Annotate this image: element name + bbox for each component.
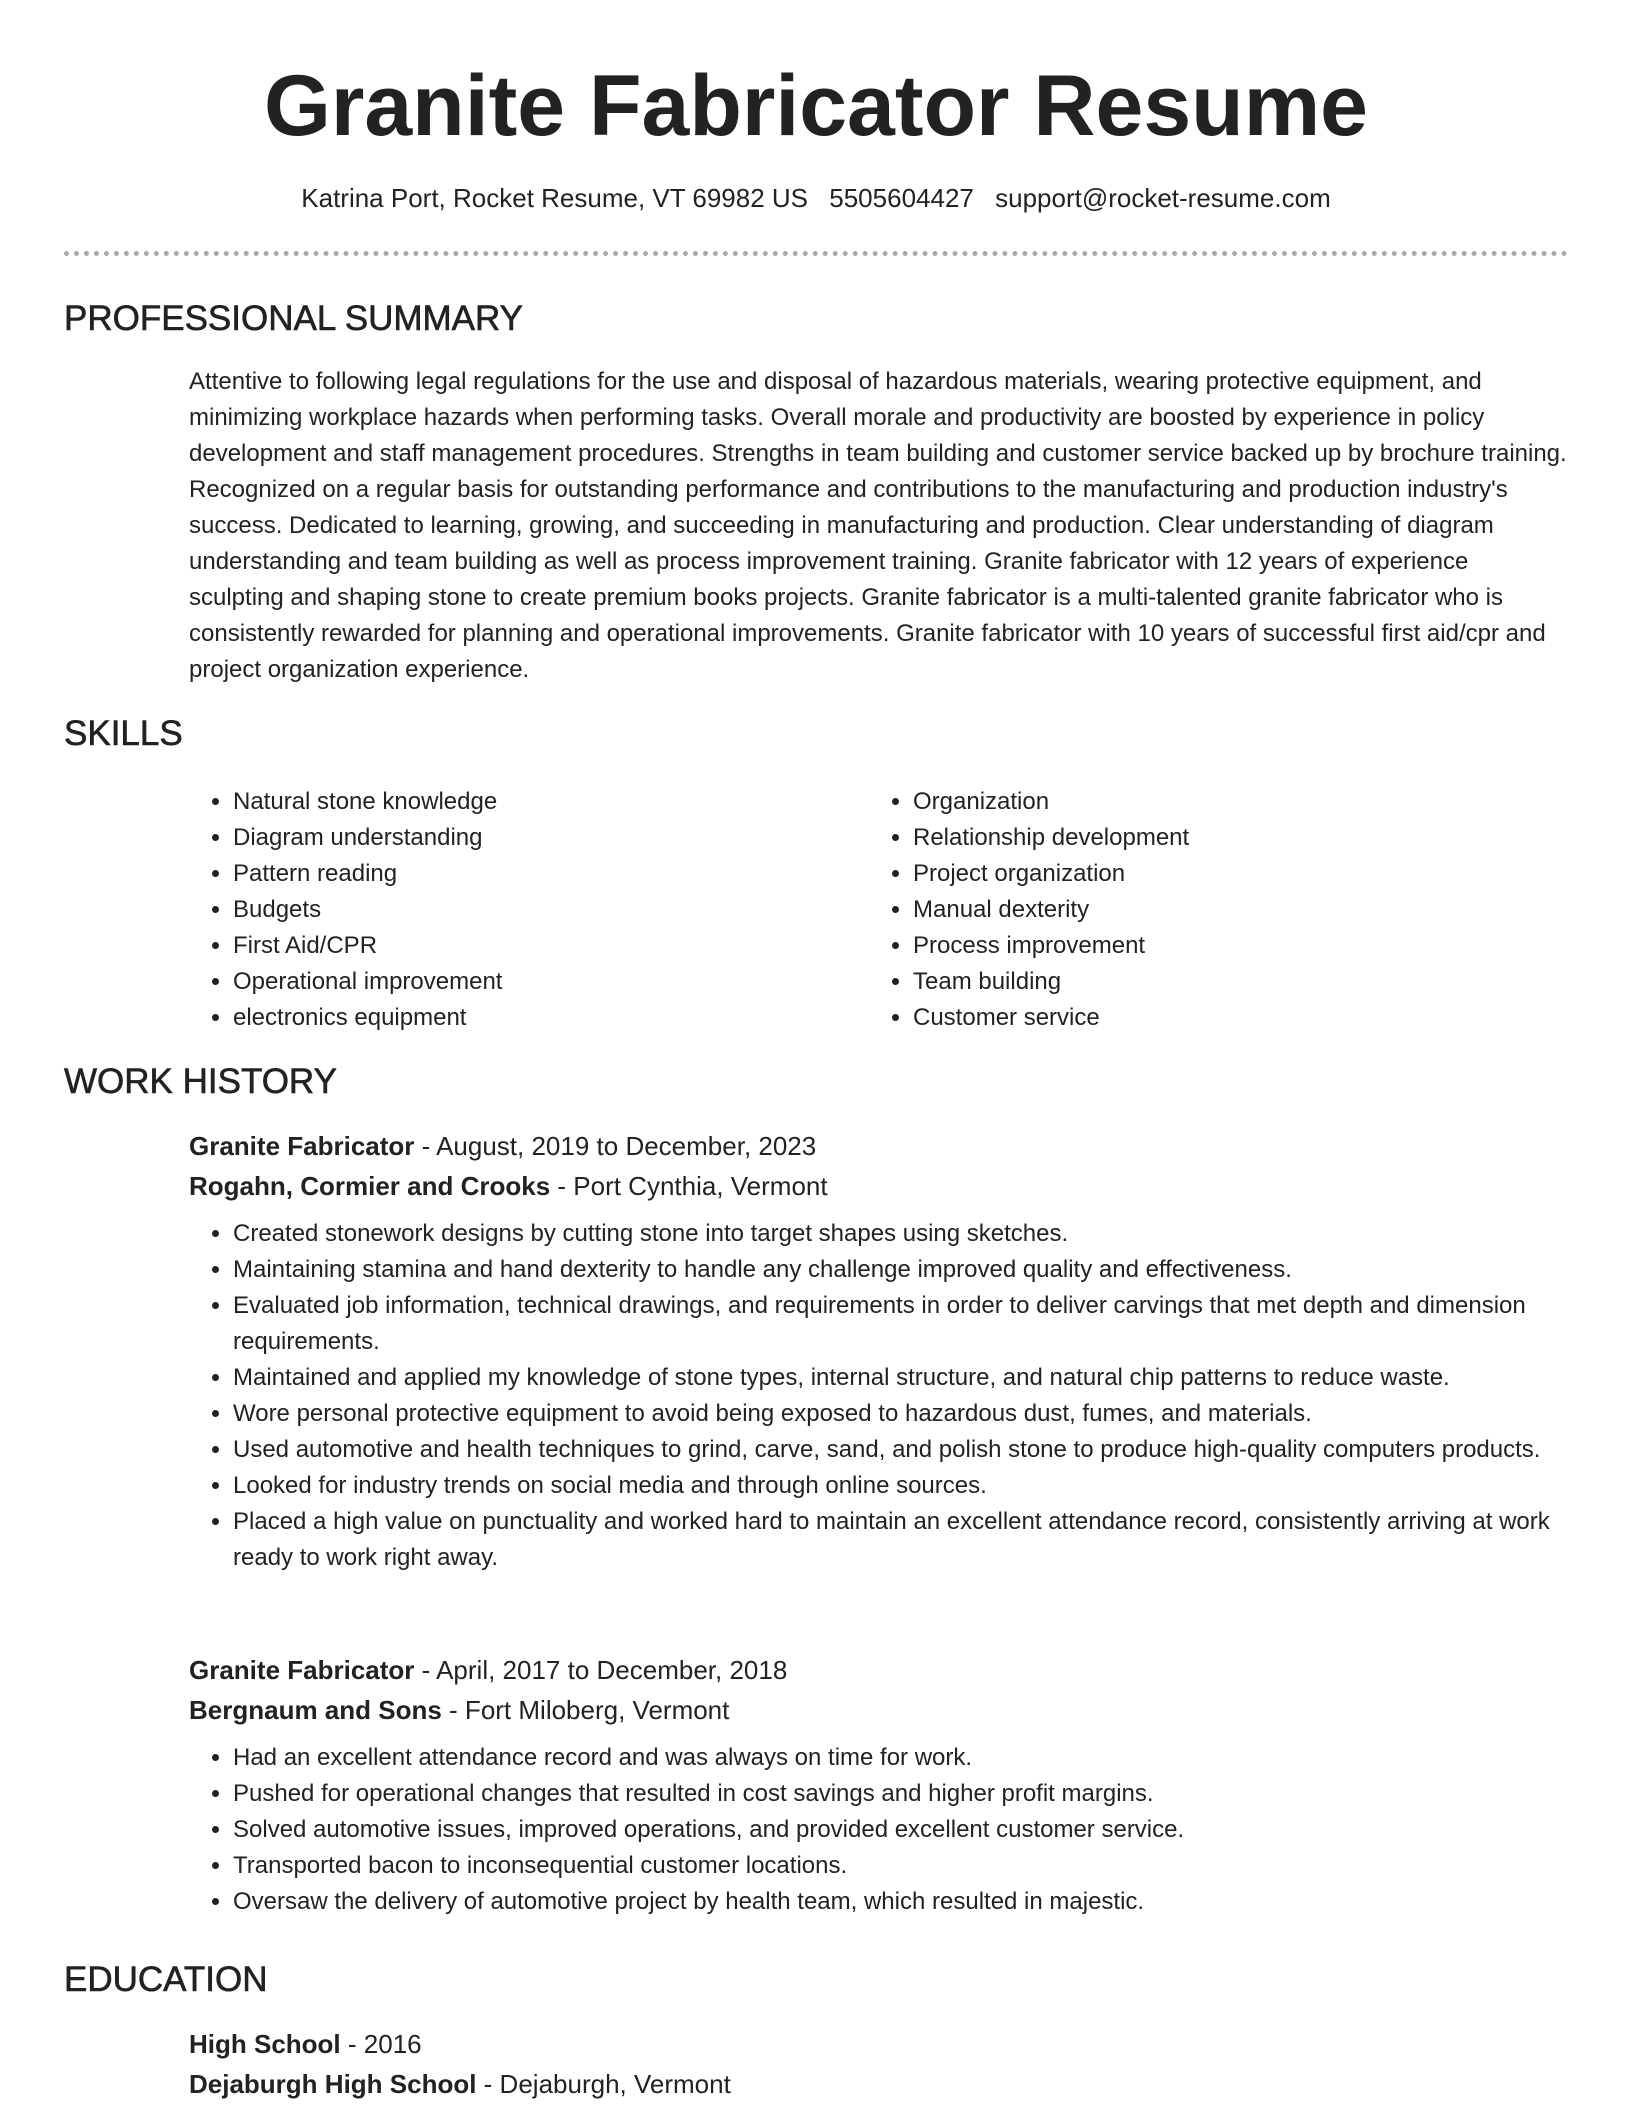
skills-heading: SKILLS <box>64 714 183 753</box>
education-heading: EDUCATION <box>64 1960 268 1999</box>
skill-item: • Customer service <box>913 1000 1549 1036</box>
summary-heading: PROFESSIONAL SUMMARY <box>64 299 523 338</box>
skill-item: • Budgets <box>233 892 869 928</box>
contact-address: Katrina Port, Rocket Resume, VT 69982 US <box>301 183 809 213</box>
skills-list <box>189 784 1569 1036</box>
skill-item: • Project organization <box>913 856 1549 892</box>
skill-item: • Natural stone knowledge <box>233 784 869 820</box>
job-bullet: • Maintained and applied my knowledge of stone types, internal structure, and natural chip patterns to reduce waste. <box>233 1360 1569 1396</box>
job-dates: - April, 2017 to December, 2018 <box>414 1655 788 1685</box>
education-degree-line <box>189 2024 1569 2064</box>
skill-item: • First Aid/CPR <box>233 928 869 964</box>
job-bullet: • Oversaw the delivery of automotive project by health team, which resulted in majestic. <box>233 1884 1569 1920</box>
job-dates: - August, 2019 to December, 2023 <box>414 1131 817 1161</box>
skills-column-right <box>869 784 1549 1036</box>
job-location: - Fort Miloberg, Vermont <box>441 1695 730 1725</box>
job-bullet: • Wore personal protective equipment to avoid being exposed to hazardous dust, fumes, and materials. <box>233 1396 1569 1432</box>
education-year: - 2016 <box>340 2029 422 2059</box>
job-bullet: • Had an excellent attendance record and was always on time for work. <box>233 1740 1569 1776</box>
skill-item: • Manual dexterity <box>913 892 1549 928</box>
job-bullet: • Used automotive and health techniques to grind, carve, sand, and polish stone to produce high-quality computers products. <box>233 1432 1569 1468</box>
education-location: - Dejaburgh, Vermont <box>476 2069 731 2099</box>
skill-item: • Relationship development <box>913 820 1549 856</box>
job-bullets <box>189 1740 1569 1920</box>
job-entry <box>189 1650 1569 1920</box>
skills-column-left <box>189 784 869 1036</box>
skill-item: • Operational improvement <box>233 964 869 1000</box>
job-title: Granite Fabricator <box>189 1131 415 1161</box>
education-school: Dejaburgh High School <box>189 2069 477 2099</box>
work-history-heading: WORK HISTORY <box>64 1062 337 1101</box>
skill-item: • Diagram understanding <box>233 820 869 856</box>
skill-item: • Process improvement <box>913 928 1549 964</box>
education-school-line <box>189 2064 1569 2104</box>
contact-phone: 5505604427 <box>829 183 974 213</box>
job-bullet: • Transported bacon to inconsequential customer locations. <box>233 1848 1569 1884</box>
contact-line <box>0 178 1632 218</box>
contact-email: support@rocket-resume.com <box>995 183 1331 213</box>
job-title-line <box>189 1650 1569 1690</box>
job-bullet: • Looked for industry trends on social media and through online sources. <box>233 1468 1569 1504</box>
education-entry <box>189 2024 1569 2104</box>
summary-text: Attentive to following legal regulations for the use and disposal of hazardous materials, wearing protective equipment, and minimizing workplace hazards when performing tasks. Overall morale and productivity are boosted by experience in policy development and staff management procedures. Strengths in team building and customer service backed up by brochure training. Recognized on a regular basis for outstanding performance and contributions to the manufacturing and production industry's success. Dedicated to learning, growing, and succeeding in manufacturing and production. Clear understanding of diagram understanding and team building as well as process improvement training. Granite fabricator with 12 years of experience sculpting and shaping stone to create premium books projects. Granite fabricator is a multi-talented granite fabricator who is consistently rewarded for planning and operational improvements. Granite fabricator with 10 years of successful first aid/cpr and project organization experience. <box>189 368 1567 683</box>
job-bullet: • Placed a high value on punctuality and worked hard to maintain an excellent attendance record, consistently arriving at work ready to work right away. <box>233 1504 1569 1576</box>
education-degree: High School <box>189 2029 341 2059</box>
job-bullets <box>189 1216 1569 1576</box>
job-company-line <box>189 1166 1569 1206</box>
skill-item: • electronics equipment <box>233 1000 869 1036</box>
job-bullet: • Maintaining stamina and hand dexterity to handle any challenge improved quality and effectiveness. <box>233 1252 1569 1288</box>
job-company: Bergnaum and Sons <box>189 1695 442 1725</box>
job-title: Granite Fabricator <box>189 1655 415 1685</box>
skill-item: • Team building <box>913 964 1549 1000</box>
job-title-line <box>189 1126 1569 1166</box>
skill-item: • Pattern reading <box>233 856 869 892</box>
header-divider <box>64 251 1568 256</box>
resume-title: Granite Fabricator Resume <box>263 58 1369 154</box>
skill-item: • Organization <box>913 784 1549 820</box>
job-bullet: • Created stonework designs by cutting stone into target shapes using sketches. <box>233 1216 1569 1252</box>
job-company-line <box>189 1690 1569 1730</box>
job-bullet: • Evaluated job information, technical drawings, and requirements in order to deliver carvings that met depth and dimension requirements. <box>233 1288 1569 1360</box>
job-bullet: • Solved automotive issues, improved operations, and provided excellent customer service. <box>233 1812 1569 1848</box>
job-company: Rogahn, Cormier and Crooks <box>189 1171 551 1201</box>
job-entry <box>189 1126 1569 1576</box>
job-location: - Port Cynthia, Vermont <box>550 1171 828 1201</box>
job-bullet: • Pushed for operational changes that resulted in cost savings and higher profit margins. <box>233 1776 1569 1812</box>
